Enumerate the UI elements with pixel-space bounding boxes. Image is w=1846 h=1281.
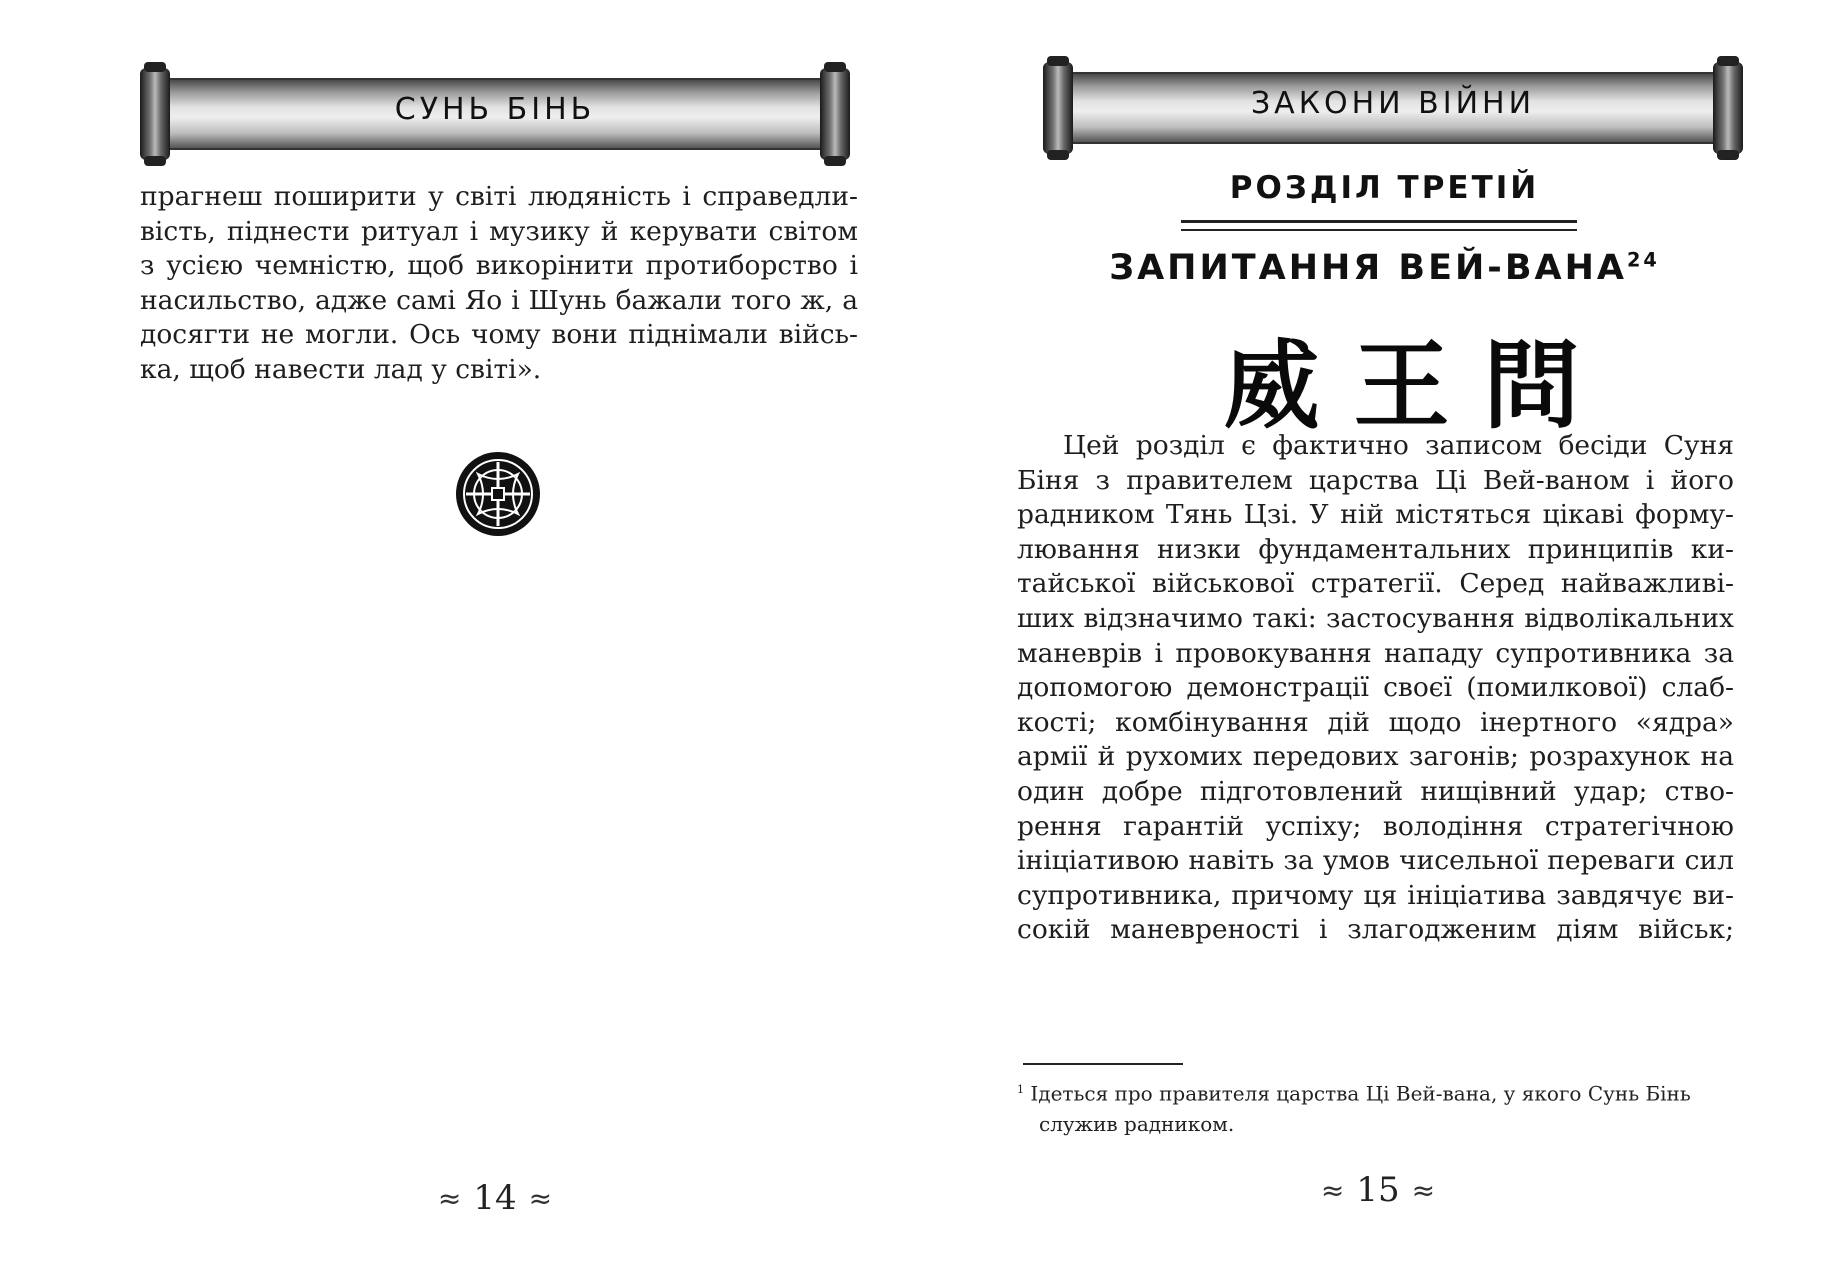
chapter-title: [923, 248, 1846, 288]
text-line: допомогою демонстрації своєї (помилкової) слаб-: [1017, 672, 1734, 704]
text-line: з усією чемністю, щоб викорінити протиборство і: [140, 250, 858, 282]
body-text: [140, 180, 858, 388]
text-line: кості; комбінування дій щодо інертного «ядра»: [1017, 706, 1734, 738]
footnote-separator: [1023, 1063, 1183, 1065]
chinese-chapter-title: 威王問: [1223, 329, 1614, 442]
body-text: [1017, 429, 1734, 948]
text-line: прагнеш поширити у світі людяність і справедли-: [140, 181, 858, 212]
text-line: ших відзначимо такі: застосування відволікальних: [1017, 602, 1734, 634]
footnote-line: $^1$ Ідеться про правителя царства Ці Вей-вана, у якого Сунь Бінь: [1017, 1081, 1691, 1106]
text-line: ка, щоб навести лад у світі».: [140, 353, 542, 385]
footnote-number: 1: [1017, 1083, 1024, 1096]
wave-flourish-left-icon: ≈: [437, 1181, 462, 1215]
text-line: сокій маневреності і злагодженим діям військ;: [1017, 914, 1734, 946]
chapter-title-text: ЗАПИТАННЯ ВЕЙ-ВАНА: [1109, 248, 1627, 288]
text-line: насильство, адже самі Яо і Шунь бажали того ж, а: [140, 284, 858, 316]
divider-rule: [1181, 229, 1577, 231]
page-number-value: 15: [1356, 1170, 1400, 1210]
text-line: радником Тянь Цзі. У ній містяться цікаві форму-: [1017, 499, 1734, 531]
celtic-knot-ornament-icon: [454, 450, 542, 538]
wave-flourish-right-icon: ≈: [1411, 1173, 1436, 1207]
header-scroll-banner: [140, 68, 850, 160]
header-scroll-banner: [1043, 62, 1743, 154]
text-line: лювання низки фундаментальних принципів ки-: [1017, 533, 1734, 565]
divider-rule: [1181, 220, 1577, 223]
running-header: ЗАКОНИ ВІЙНИ: [1250, 86, 1536, 121]
text-line: ініціативою навіть за умов чисельної переваги сил: [1017, 845, 1734, 877]
text-line: досягти не могли. Ось чому вони піднімали війсь-: [140, 319, 858, 351]
right-page: [923, 0, 1846, 1281]
text-line: рення гарантій успіху; володіння стратегічною: [1017, 810, 1734, 842]
text-line: Цей розділ є фактично записом бесіди Суня: [1063, 430, 1734, 461]
footnote-reference: 24: [1626, 248, 1660, 272]
text-line: армії й рухомих передових загонів; розрахунок на: [1017, 741, 1734, 773]
text-line: тайської військової стратегії. Серед найважливі-: [1017, 568, 1734, 600]
page-number: [1293, 1170, 1463, 1210]
footnote: [1017, 1075, 1717, 1139]
text-line: маневрів і провокування нападу супротивника за: [1017, 637, 1734, 669]
chapter-label: РОЗДІЛ ТРЕТІЙ: [1229, 170, 1540, 206]
wave-flourish-left-icon: ≈: [1320, 1173, 1345, 1207]
page-number-value: 14: [473, 1178, 517, 1218]
text-line: супротивника, причому ця ініціатива завдячує ви-: [1017, 879, 1734, 911]
running-header: СУНЬ БІНЬ: [394, 92, 596, 127]
page-number: [410, 1178, 580, 1218]
wave-flourish-right-icon: ≈: [528, 1181, 553, 1215]
text-line: Біня з правителем царства Ці Вей-ваном і його: [1017, 464, 1734, 496]
footnote-line: служив радником.: [1039, 1111, 1235, 1136]
text-line: один добре підготовлений нищівний удар; ство-: [1017, 775, 1734, 807]
text-line: вість, піднести ритуал і музику й керувати світом: [140, 215, 858, 247]
